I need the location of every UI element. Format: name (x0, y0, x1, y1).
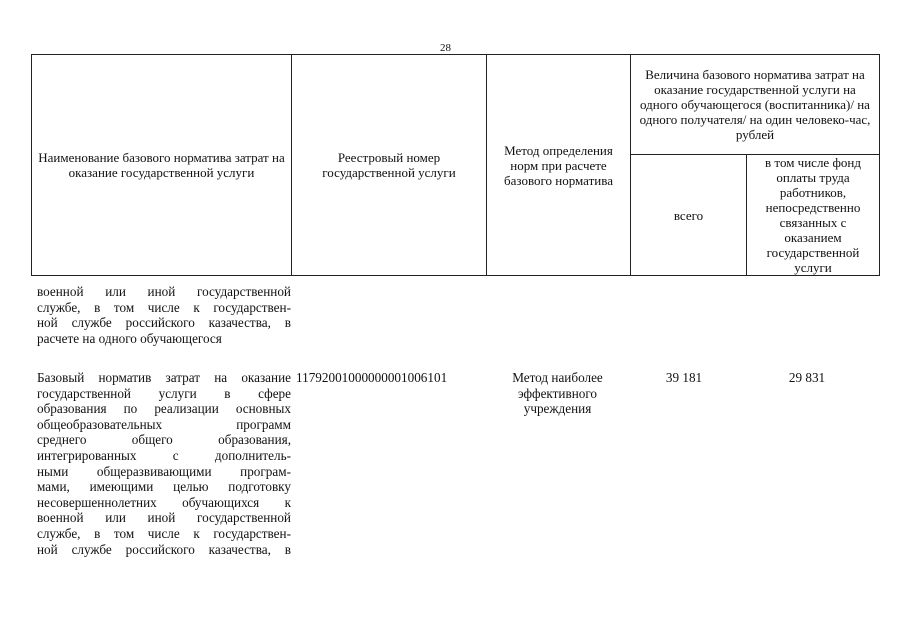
text-line: государственной услуги в сфере (37, 385, 291, 401)
header-fund: в том числе фонд оплаты труда работников, непосредственно связанных с оказанием государственной услуги (747, 155, 880, 276)
header-total: всего (631, 155, 747, 276)
text-line: учреждения (523, 401, 592, 417)
continued-row-name (37, 284, 291, 346)
row-method (490, 370, 625, 417)
text-line: службе, в том числе к государствен- (37, 299, 291, 315)
text-line: Базовый норматив затрат на оказание (37, 370, 291, 385)
header-value-group: Величина базового норматива затрат на оказание государственной услуги на одного обучающегося (воспитанника)/ на одного получателя/ на один человеко-час, рублей (631, 55, 880, 155)
text-line: интегрированных с дополнитель- (37, 447, 291, 463)
text-line: ной службе российского казачества, в (37, 315, 291, 331)
text-line: ной службе российского казачества, в (37, 541, 291, 557)
text-line: военной или иной государственной (37, 510, 291, 526)
row-name (37, 370, 291, 557)
text-line: несовершеннолетних обучающихся к (37, 494, 291, 510)
text-line: эффективного (517, 385, 598, 401)
header-registry: Реестровый номер государственной услуги (292, 55, 487, 276)
table-header (31, 54, 880, 276)
header-method: Метод определения норм при расчете базового норматива (487, 55, 631, 276)
page-number: 28 (440, 42, 451, 54)
text-line: военной или иной государственной (37, 284, 291, 299)
header-name: Наименование базового норматива затрат на оказание государственной услуги (32, 55, 292, 276)
text-line: образования по реализации основных (37, 401, 291, 417)
text-line: Метод наиболее (512, 370, 603, 385)
row-registry-number: 11792001000000001006101 (296, 370, 448, 385)
text-line: расчете на одного обучающегося (37, 330, 222, 346)
row-total: 39 181 (665, 370, 703, 385)
row-fund: 29 831 (788, 370, 826, 385)
text-line: среднего общего образования, (37, 432, 291, 448)
text-line: мами, имеющими целью подготовку (37, 479, 291, 495)
text-line: общеобразовательных программ (37, 416, 291, 432)
text-line: ными общеразвивающими програм- (37, 463, 291, 479)
text-line: службе, в том числе к государствен- (37, 525, 291, 541)
